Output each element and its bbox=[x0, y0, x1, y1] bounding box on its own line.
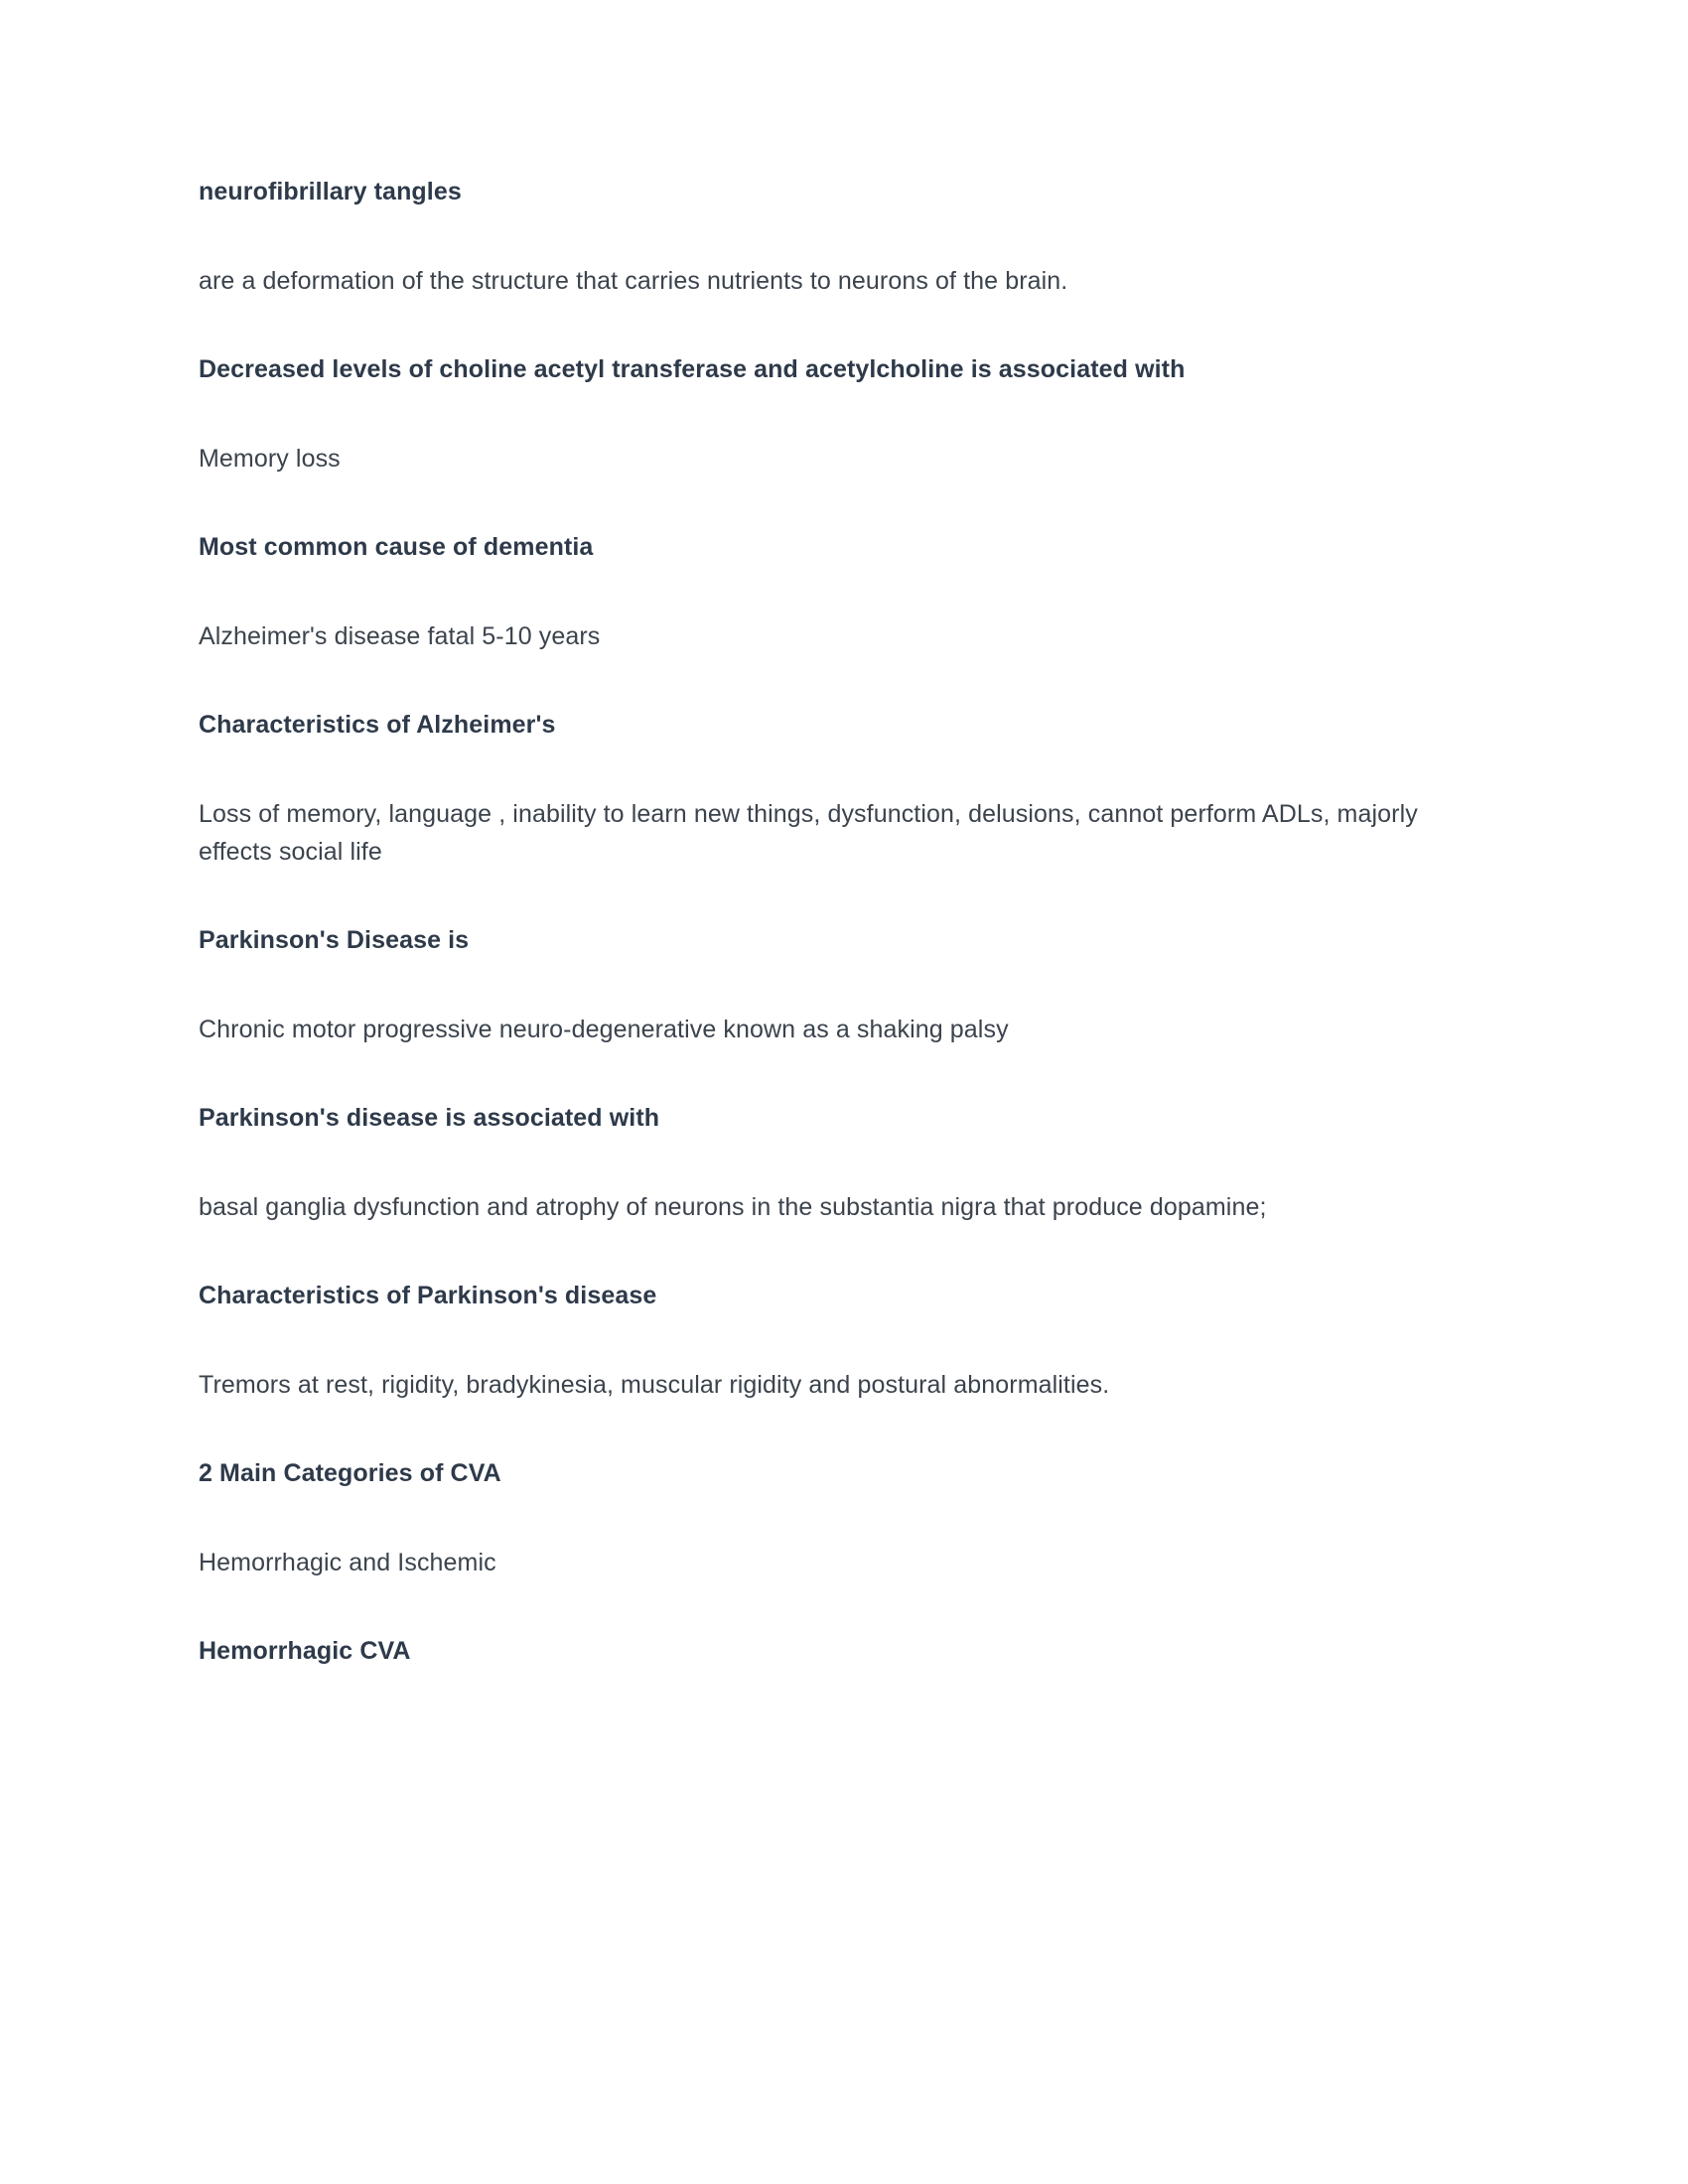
term-parkinsons-associated-with: Parkinson's disease is associated with bbox=[199, 1104, 660, 1132]
term-decreased-choline-levels: Decreased levels of choline acetyl transferase and acetylcholine is associated with bbox=[199, 355, 1186, 383]
term-parkinsons-disease-is: Parkinson's Disease is bbox=[199, 926, 470, 954]
definition-parkinsons-associated-with: basal ganglia dysfunction and atrophy of neurons in the substantia nigra that produce dopamine; bbox=[199, 1193, 1267, 1221]
definition-characteristics-parkinsons: Tremors at rest, rigidity, bradykinesia, muscular rigidity and postural abnormalities. bbox=[199, 1371, 1110, 1399]
definition-decreased-choline-levels: Memory loss bbox=[199, 445, 341, 473]
document-body bbox=[199, 174, 1479, 1670]
definition-most-common-cause-dementia: Alzheimer's disease fatal 5-10 years bbox=[199, 622, 601, 650]
definition-parkinsons-disease-is: Chronic motor progressive neuro-degenerative known as a shaking palsy bbox=[199, 1016, 1009, 1043]
term-most-common-cause-dementia: Most common cause of dementia bbox=[199, 533, 594, 561]
term-characteristics-parkinsons: Characteristics of Parkinson's disease bbox=[199, 1282, 657, 1309]
definition-neurofibrillary-tangles: are a deformation of the structure that carries nutrients to neurons of the brain. bbox=[199, 267, 1068, 295]
term-two-main-categories-cva: 2 Main Categories of CVA bbox=[199, 1459, 501, 1487]
term-neurofibrillary-tangles: neurofibrillary tangles bbox=[199, 178, 462, 205]
term-hemorrhagic-cva: Hemorrhagic CVA bbox=[199, 1637, 411, 1665]
term-characteristics-alzheimers: Characteristics of Alzheimer's bbox=[199, 711, 556, 739]
definition-characteristics-alzheimers: Loss of memory, language , inability to learn new things, dysfunction, delusions, cannot perform ADLs, majorly effects social life bbox=[199, 800, 1418, 866]
definition-two-main-categories-cva: Hemorrhagic and Ischemic bbox=[199, 1549, 496, 1576]
